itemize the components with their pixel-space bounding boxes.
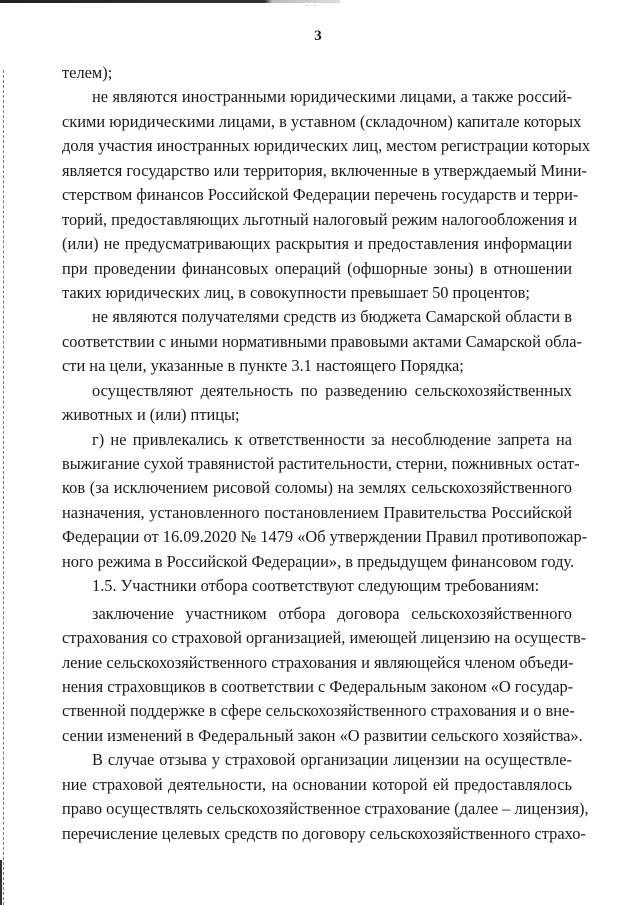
scan-left-edge-dark [0, 860, 2, 905]
text-line: страхования со страховой организацией, имеющей лицензию на осуществ- [62, 628, 587, 648]
text-line: не являются иностранными юридическими лицами, а также россий- [92, 87, 572, 107]
document-body [62, 61, 591, 846]
text-line: Федерации от 16.09.2020 № 1479 «Об утверждении Правил противопожар- [62, 527, 588, 547]
text-line: назначения, установленного постановлением Правительства Российской [62, 502, 572, 522]
paragraph [62, 379, 572, 428]
text-line: таких юридических лиц, в совокупности превышает 50 процентов; [62, 282, 530, 302]
paragraph [62, 305, 583, 378]
text-line: ние страховой деятельности, на основании которой ей предоставлялось [62, 774, 572, 794]
text-line: ков (за исключением рисовой соломы) на землях сельскохозяйственного [62, 478, 572, 498]
text-line: В случае отзыва у страховой организации лицензии на осуществле- [92, 750, 572, 770]
paragraph [62, 602, 587, 749]
paragraph [62, 428, 588, 575]
text-line: при проведении финансовых операций (офшорные зоны) в отношении [62, 258, 572, 278]
paragraph [62, 85, 591, 305]
paragraph [62, 61, 572, 85]
text-line: доля участия иностранных юридических лиц, местом регистрации которых [62, 136, 591, 156]
text-line: г) не привлекались к ответственности за несоблюдение запрета на [92, 429, 572, 449]
text-line: соответствии с иными нормативными правовыми актами Самарской обла- [62, 331, 583, 351]
scan-top-edge [0, 0, 340, 3]
scan-left-edge [3, 70, 5, 905]
text-line: сти на цели, указанные в пункте 3.1 настоящего Порядка; [62, 356, 464, 376]
text-line: ного режима в Российской Федерации», в предыдущем финансовом году. [62, 551, 575, 571]
text-line: не являются получателями средств из бюджета Самарской области в [92, 307, 572, 327]
text-line: (или) не предусматривающих раскрытия и предоставления информации [62, 234, 572, 254]
scan-noise-mark: ~·~ [305, 2, 318, 10]
text-line: телем); [62, 63, 113, 82]
text-line: скими юридическими лицами, в уставном (складочном) капитале которых [62, 111, 582, 131]
text-line: стерством финансов Российской Федерации перечень государств и терри- [62, 185, 579, 205]
paragraph [62, 748, 589, 846]
text-line: сении изменений в Федеральный закон «О развитии сельского хозяйства». [62, 725, 583, 745]
text-line: перечисление целевых средств по договору сельскохозяйственного страхо- [62, 823, 586, 843]
text-line: выжигание сухой травянистой растительности, стерни, пожнивных остат- [62, 454, 580, 473]
paragraph [62, 574, 572, 598]
text-line: ственной поддержке в сфере сельскохозяйственного страхования и о вне- [62, 701, 575, 721]
text-line: 1.5. Участники отбора соответствуют следующим требованиям: [92, 576, 540, 596]
text-line: животных и (или) птицы; [62, 405, 240, 425]
page-number: 3 [314, 28, 322, 44]
text-line: осуществляют деятельность по разведению сельскохозяйственных [92, 380, 572, 400]
text-line: заключение участником отбора договора сельскохозяйственного [92, 603, 572, 623]
text-line: право осуществлять сельскохозяйственное страхование (далее – лицензия), [62, 799, 589, 819]
text-line: ление сельскохозяйственного страхования и являющейся членом объеди- [62, 652, 574, 672]
text-line: нения страховщиков в соответствии с Федеральным законом «О государ- [62, 676, 574, 696]
text-line: торий, предоставляющих льготный налоговый режим налогообложения и [62, 209, 578, 229]
text-line: является государство или территория, включенные в утверждаемый Мини- [62, 160, 587, 180]
